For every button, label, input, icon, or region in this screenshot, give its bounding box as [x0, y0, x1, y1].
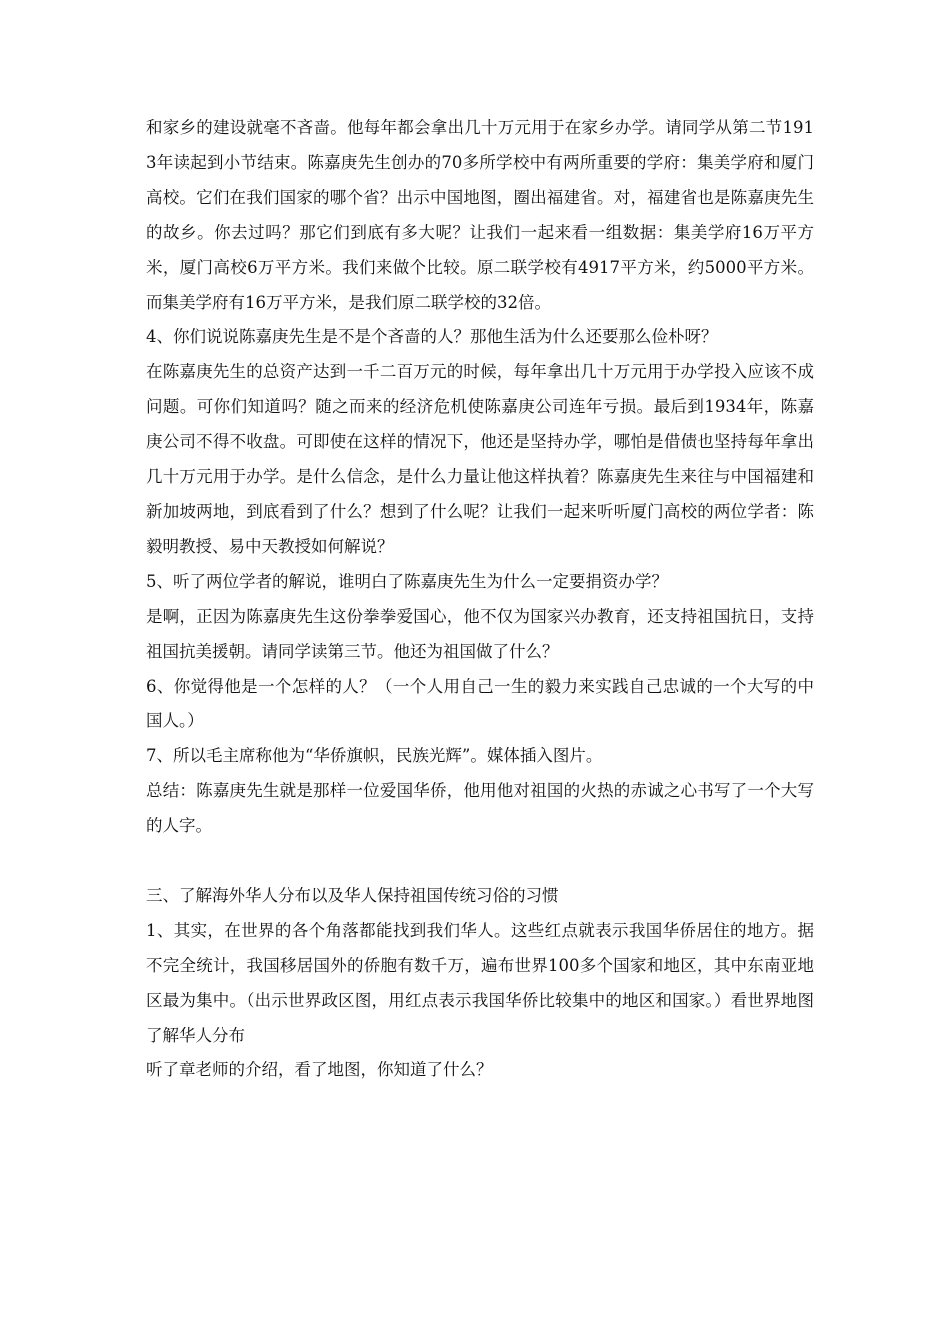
paragraph-patriotism: 是啊，正因为陈嘉庚先生这份拳拳爱国心，他不仅为国家兴办教育，还支持祖国抗日，支持祖国抗美援朝。请同学读第三节。他还为祖国做了什么？ — [146, 606, 814, 661]
section-heading-3: 三、了解海外华人分布以及华人保持祖国传统习俗的习惯 — [146, 885, 559, 905]
paragraph-question-5: 5、听了两位学者的解说，谁明白了陈嘉庚先生为什么一定要捐资办学？ — [146, 571, 668, 591]
paragraph-question-7: 7、所以毛主席称他为“华侨旗帜，民族光辉”。媒体插入图片。 — [146, 746, 603, 766]
paragraph-question-6: 6、你觉得他是一个怎样的人？（一个人用自己一生的毅力来实践自己忠诚的一个大写的中国人。） — [146, 676, 814, 731]
paragraph-school-area: 和家乡的建设就毫不吝啬。他每年都会拿出几十万元用于在家乡办学。请同学从第二节1913年读起到小节结束。陈嘉庚先生创办的70多所学校中有两所重要的学府：集美学府和厦门高校。它们在我们国家的哪个省？出示中国地图，圈出福建省。对，福建省也是陈嘉庚先生的故乡。你去过吗？那它们到底有多大呢？让我们一起来看一组数据：集美学府16万平方米，厦门高校6万平方米。我们来做个比较。原二联学校有4917平方米，约5000平方米。而集美学府有16万平方米，是我们原二联学校的32倍。 — [146, 118, 814, 312]
paragraph-overseas-chinese: 1、其实，在世界的各个角落都能找到我们华人。这些红点就表示我国华侨居住的地方。据不完全统计，我国移居国外的侨胞有数千万，遍布世界100多个国家和地区，其中东南亚地区最为集中。（出示世界政区图，用红点表示我国华侨比较集中的地区和国家。）看世界地图了解华人分布 — [146, 920, 814, 1045]
blank-line — [146, 844, 814, 879]
paragraph-economic-crisis: 在陈嘉庚先生的总资产达到一千二百万元的时候，每年拿出几十万元用于办学投入应该不成问题。可你们知道吗？随之而来的经济危机使陈嘉庚公司连年亏损。最后到1934年，陈嘉庚公司不得不收盘。可即使在这样的情况下，他还是坚持办学，哪怕是借债也坚持每年拿出几十万元用于办学。是什么信念，是什么力量让他这样执着？陈嘉庚先生来往与中国福建和新加坡两地，到底看到了什么？想到了什么呢？让我们一起来听听厦门高校的两位学者：陈毅明教授、易中天教授如何解说？ — [146, 362, 814, 556]
paragraph-question-4: 4、你们说说陈嘉庚先生是不是个吝啬的人？那他生活为什么还要那么俭朴呀？ — [146, 327, 718, 347]
document-body — [146, 111, 814, 1088]
paragraph-summary: 总结：陈嘉庚先生就是那样一位爱国华侨，他用他对祖国的火热的赤诚之心书写了一个大写的人字。 — [146, 781, 814, 836]
paragraph-closing-question: 听了章老师的介绍，看了地图，你知道了什么？ — [146, 1060, 493, 1080]
